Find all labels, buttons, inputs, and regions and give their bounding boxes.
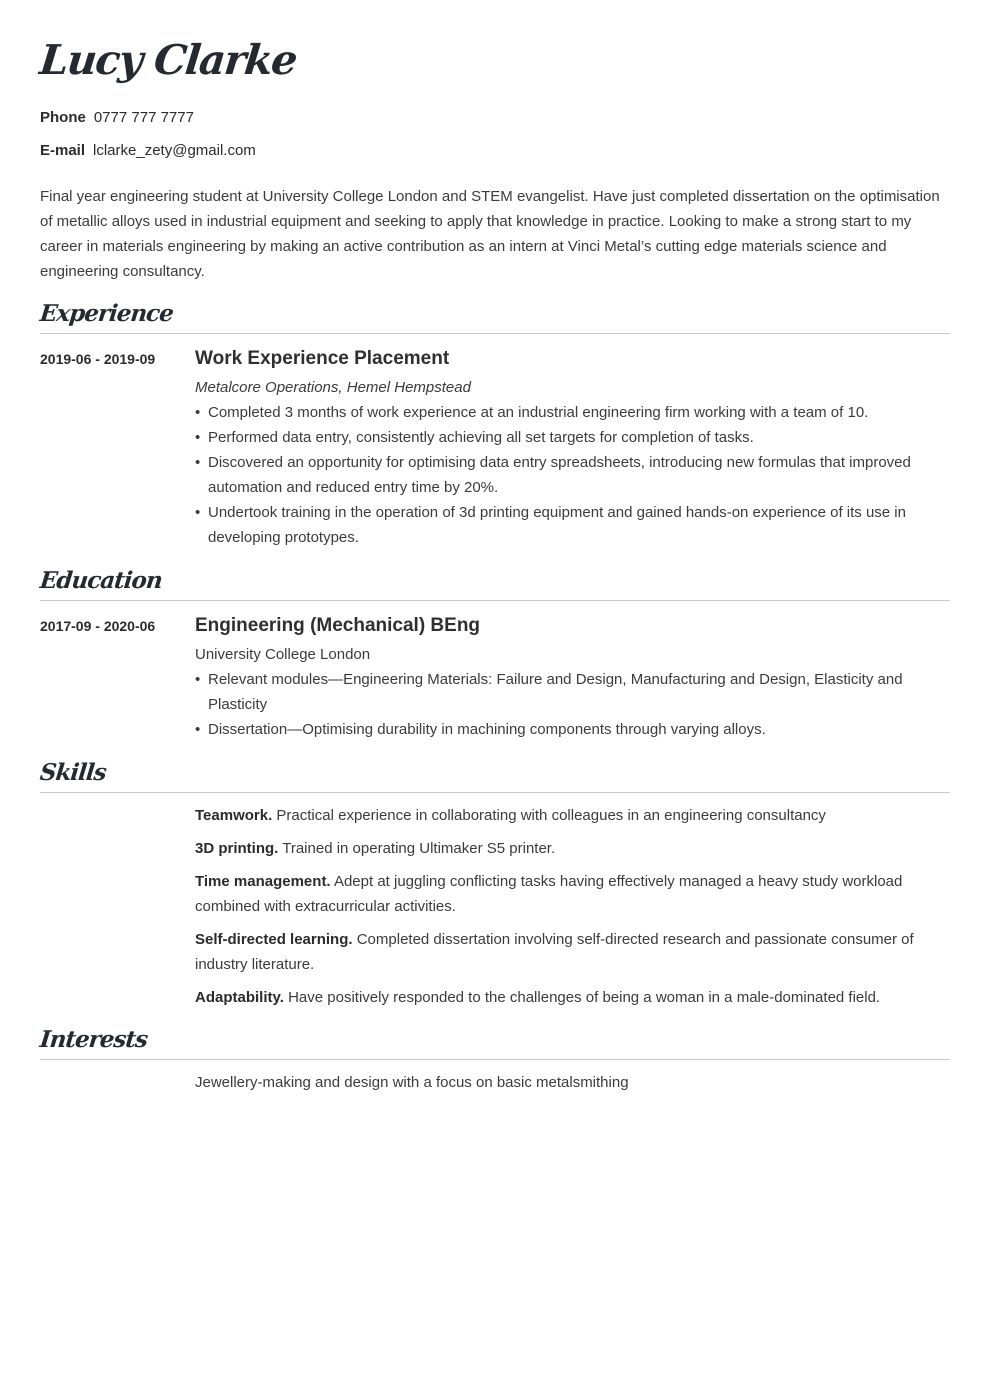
interests-text: Jewellery-making and design with a focus on basic metalsmithing bbox=[195, 1074, 629, 1091]
candidate-name: Lucy Clarke bbox=[37, 36, 299, 84]
skill-item bbox=[195, 803, 925, 828]
skills-heading-text: Skills bbox=[38, 759, 108, 786]
skill-name: 3D printing. bbox=[195, 840, 279, 857]
skill-desc: Adept at juggling conflicting tasks having effectively managed a heavy study workload combined with extracurricular activities. bbox=[195, 873, 903, 915]
experience-bullets bbox=[195, 400, 925, 550]
education-bullets bbox=[195, 667, 925, 742]
experience-heading-text: Experience bbox=[38, 300, 175, 327]
education-school: University College London bbox=[195, 646, 371, 663]
contact-email bbox=[40, 141, 256, 161]
education-title: Engineering (Mechanical) BEng bbox=[195, 615, 481, 636]
education-section-heading bbox=[40, 566, 950, 601]
list-item: • Relevant modules—Engineering Materials: Failure and Design, Manufacturing and Design, Elasticity and Plasticity bbox=[195, 667, 925, 717]
list-item: • Dissertation—Optimising durability in machining components through varying alloys. bbox=[195, 717, 925, 742]
skill-name: Self-directed learning. bbox=[195, 931, 353, 948]
skill-name: Adaptability. bbox=[195, 989, 284, 1006]
contact-phone bbox=[40, 108, 194, 128]
skill-name: Teamwork. bbox=[195, 807, 273, 824]
education-heading-text: Education bbox=[38, 567, 164, 594]
interests-section-heading bbox=[40, 1025, 950, 1060]
skill-desc: Practical experience in collaborating with colleagues in an engineering consultancy bbox=[276, 807, 826, 824]
experience-date: 2019-06 - 2019-09 bbox=[40, 351, 156, 367]
phone-label: Phone bbox=[40, 109, 86, 126]
education-entry bbox=[195, 613, 925, 742]
list-item: • Undertook training in the operation of 3d printing equipment and gained hands-on experience of its use in developing prototypes. bbox=[195, 500, 925, 550]
skill-desc: Completed dissertation involving self-directed research and passionate consumer of industry literature. bbox=[195, 931, 914, 973]
skill-desc: Trained in operating Ultimaker S5 printer. bbox=[282, 840, 556, 857]
skill-item bbox=[195, 927, 925, 977]
skill-name: Time management. bbox=[195, 873, 331, 890]
list-item: • Discovered an opportunity for optimising data entry spreadsheets, introducing new formulas that improved automation and reduced entry time by 20%. bbox=[195, 450, 925, 500]
experience-entry bbox=[195, 346, 925, 550]
email-label: E-mail bbox=[40, 142, 86, 159]
education-date: 2017-09 - 2020-06 bbox=[40, 618, 156, 634]
skill-item bbox=[195, 985, 925, 1010]
email-value: lclarke_zety@gmail.com bbox=[93, 142, 256, 159]
phone-value: 0777 777 7777 bbox=[93, 109, 194, 126]
skill-desc: Have positively responded to the challenges of being a woman in a male-dominated field. bbox=[288, 989, 881, 1006]
skill-item bbox=[195, 836, 925, 861]
skill-item bbox=[195, 869, 925, 919]
experience-title: Work Experience Placement bbox=[195, 348, 450, 369]
list-item: • Completed 3 months of work experience at an industrial engineering firm working with a team of 10. bbox=[195, 400, 925, 425]
profile-summary: Final year engineering student at University College London and STEM evangelist. Have just completed dissertation on the optimisation of metallic alloys used in industrial equipment and seeking to apply that knowledge in practice. Looking to make a strong start to my career in materials engineering by making an active contribution as an intern at Vinci Metal’s cutting edge materials science and engineering consultancy. bbox=[40, 188, 940, 280]
list-item: • Performed data entry, consistently achieving all set targets for completion of tasks. bbox=[195, 425, 925, 450]
skills-list bbox=[195, 803, 925, 1018]
experience-company: Metalcore Operations, Hemel Hempstead bbox=[195, 379, 471, 396]
interests-heading-text: Interests bbox=[38, 1026, 149, 1053]
experience-section-heading bbox=[40, 299, 950, 334]
skills-section-heading bbox=[40, 758, 950, 793]
